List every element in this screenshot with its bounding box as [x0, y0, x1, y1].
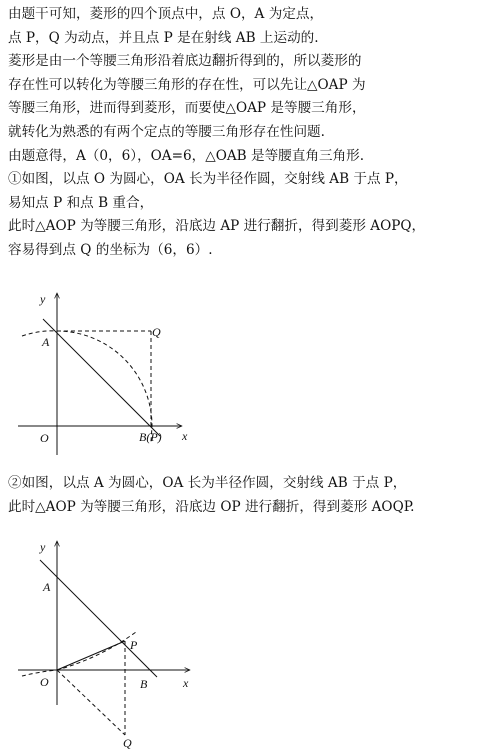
label-b: B	[140, 677, 148, 691]
figure-2-diagram	[0, 535, 485, 755]
segment-oq	[57, 670, 125, 735]
text-line: ②如图，以点 A 为圆心，OA 长为半径作圆，交射线 AB 于点 P，	[8, 475, 407, 491]
text-line: 由题意得，A（0，6），OA=6，△OAB 是等腰直角三角形.	[8, 147, 365, 164]
text-line: 容易得到点 Q 的坐标为（6，6）.	[8, 241, 213, 258]
label-b-p: B(P)	[139, 430, 162, 444]
label-o: O	[40, 675, 49, 689]
text-line: 存在性可以转化为等腰三角形的存在性，可以先让△OAP 为	[8, 76, 366, 93]
label-y: y	[40, 292, 46, 306]
label-x: x	[182, 429, 188, 443]
line-ab	[40, 560, 157, 677]
text-line: 此时△AOP 为等腰三角形，沿底边 OP 进行翻折，得到菱形 AOQP.	[8, 498, 415, 515]
label-x: x	[183, 676, 189, 690]
label-q: Q	[152, 325, 161, 339]
text-line: ①如图，以点 O 为圆心，OA 长为半径作圆，交射线 AB 于点 P，	[8, 171, 408, 188]
text-line: 易知点 P 和点 B 重合，	[8, 194, 154, 211]
label-y: y	[40, 540, 46, 554]
paragraph-2	[8, 472, 482, 519]
text-line: 此时△AOP 为等腰三角形，沿底边 AP 进行翻折，得到菱形 AOPQ，	[8, 218, 426, 235]
paragraph-1	[8, 3, 482, 263]
label-q: Q	[123, 736, 132, 750]
label-a: A	[43, 580, 51, 594]
figure-1-diagram	[0, 286, 485, 466]
text-line: 等腰三角形，进而得到菱形，而要使△OAP 是等腰三角形，	[8, 100, 366, 117]
label-o: O	[40, 431, 49, 445]
label-p: P	[130, 638, 138, 652]
text-line: 菱形是由一个等腰三角形沿着底边翻折得到的，所以菱形的	[8, 53, 362, 70]
text-line: 就转化为熟悉的有两个定点的等腰三角形存在性问题.	[8, 123, 325, 140]
label-a: A	[42, 335, 50, 349]
text-line: 由题干可知，菱形的四个顶点中，点 O，A 为定点，	[8, 6, 324, 22]
text-line: 点 P，Q 为动点，并且点 P 是在射线 AB 上运动的.	[8, 29, 319, 46]
line-ab	[43, 319, 160, 436]
